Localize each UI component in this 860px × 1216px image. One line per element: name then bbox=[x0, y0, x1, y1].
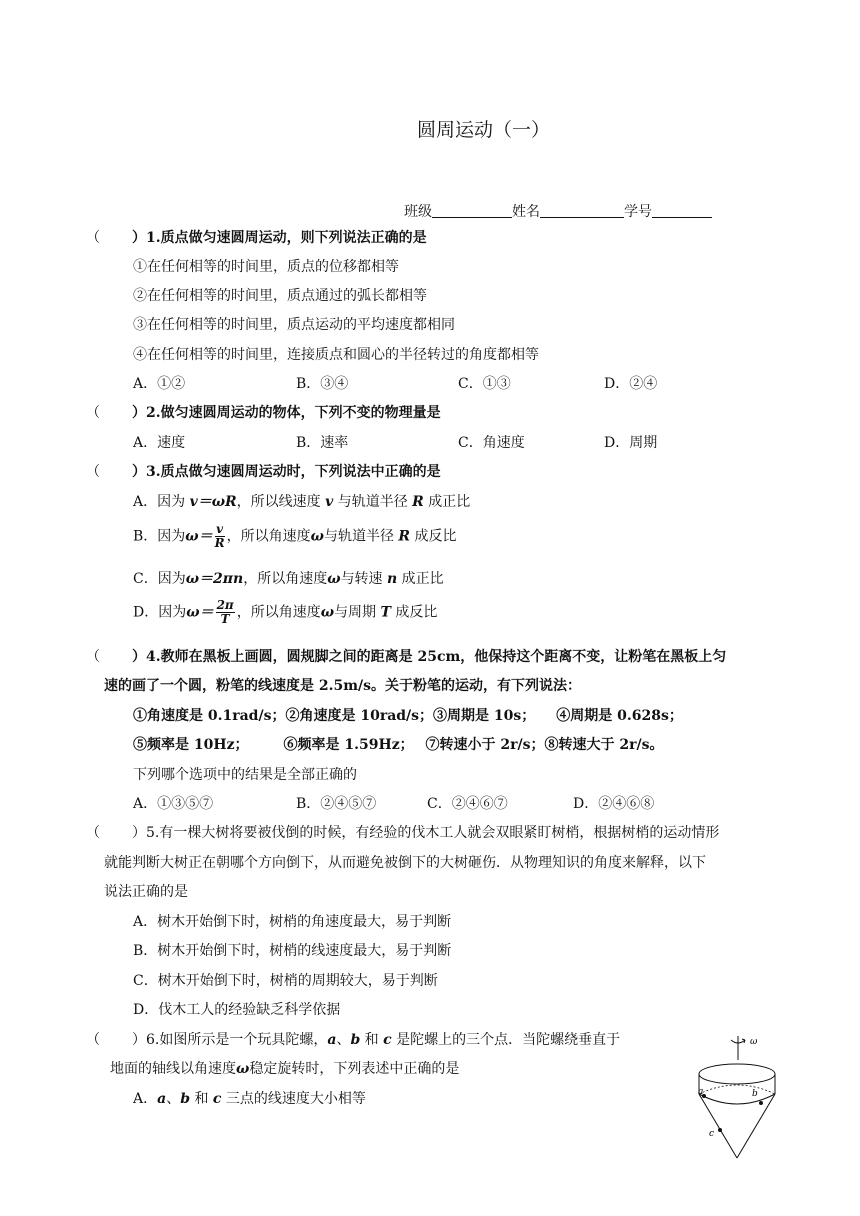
omega-label: ω bbox=[750, 1037, 758, 1047]
q6-stem-line-2: 地面的轴线以角速度ω稳定旋转时，下列表述中正确的是 bbox=[110, 1061, 460, 1077]
cylinder-bottom-hidden-arc bbox=[699, 1085, 775, 1094]
q2-option-a: A．速度 bbox=[133, 435, 186, 451]
number-label: 学号 bbox=[624, 204, 652, 220]
q5-stem-line-2: 就能判断大树正在朝哪个方向倒下，从而避免被倒下的大树砸伤．从物理知识的角度来解释，以下 bbox=[104, 855, 706, 871]
q3-option-d: D．因为ω＝ $\frac{2\pi}{T}$ ，所以角速度ω与周期 T 成反比 bbox=[133, 598, 438, 626]
q5-stem-line-1: （ ）5.有一棵大树将要被伐倒的时候，有经验的伐木工人就会双眼紧盯树梢，根据树梢的运动情形 bbox=[86, 825, 720, 841]
point-c-label: c bbox=[709, 1129, 715, 1139]
q1-option-b: B．③④ bbox=[296, 376, 349, 392]
fraction-v-over-R: $\frac{v}{R}$ bbox=[214, 522, 225, 550]
cylinder-bottom-arc bbox=[699, 1094, 775, 1104]
point-c bbox=[718, 1128, 722, 1132]
q1-statement-1: ①在任何相等的时间里，质点的位移都相等 bbox=[133, 259, 399, 275]
spinning-top-figure bbox=[690, 1022, 790, 1162]
q4-ask: 下列哪个选项中的结果是全部正确的 bbox=[133, 767, 357, 783]
page-title: 圆周运动（一） bbox=[417, 119, 551, 141]
q5-option-a: A．树木开始倒下时，树梢的角速度最大，易于判断 bbox=[133, 914, 452, 930]
point-a-label: a bbox=[698, 1087, 704, 1097]
cylinder-top-ellipse bbox=[699, 1064, 775, 1084]
point-b bbox=[759, 1101, 763, 1105]
q1-option-c: C．①③ bbox=[458, 376, 511, 392]
q5-option-c: C．树木开始倒下时，树梢的周期较大，易于判断 bbox=[133, 973, 438, 989]
q4-stem-line-2: 速的画了一个圆，粉笔的线速度是 2.5m/s。关于粉笔的运动，有下列说法： bbox=[104, 678, 582, 694]
q1-option-a: A．①② bbox=[133, 376, 186, 392]
q1-statement-2: ②在任何相等的时间里，质点通过的弧长都相等 bbox=[133, 288, 427, 304]
q1-statement-4: ④在任何相等的时间里，连接质点和圆心的半径转过的角度都相等 bbox=[133, 347, 539, 363]
number-blank bbox=[652, 203, 712, 218]
q3-option-b: B．因为ω＝ $\frac{v}{R}$ ，所以角速度ω与轨道半径 R 成反比 bbox=[133, 522, 457, 550]
q2-option-d: D．周期 bbox=[604, 435, 658, 451]
q4-option-c: C．②④⑥⑦ bbox=[427, 796, 508, 812]
q2-option-c: C．角速度 bbox=[458, 435, 525, 451]
q4-option-a: A．①③⑤⑦ bbox=[133, 796, 214, 812]
q6-option-a: A．a、b 和 c 三点的线速度大小相等 bbox=[133, 1091, 366, 1107]
name-blank bbox=[540, 203, 624, 218]
class-blank bbox=[432, 203, 512, 218]
q5-stem-line-3: 说法正确的是 bbox=[104, 884, 188, 900]
class-label: 班级 bbox=[404, 204, 432, 220]
q2-stem: （ ）2.做匀速圆周运动的物体，下列不变的物理量是 bbox=[86, 405, 441, 421]
q1-option-d: D．②④ bbox=[604, 376, 658, 392]
q1-stem: （ ）1.质点做匀速圆周运动，则下列说法正确的是 bbox=[86, 230, 427, 246]
q3-stem: （ ）3.质点做匀速圆周运动时，下列说法中正确的是 bbox=[86, 464, 441, 480]
name-label: 姓名 bbox=[512, 204, 540, 220]
q2-option-b: B．速率 bbox=[296, 435, 349, 451]
q4-statements-2: ⑤频率是 10Hz； ⑥频率是 1.59Hz； ⑦转速小于 2r/s；⑧转速大于 2r/s。 bbox=[133, 737, 664, 753]
point-b-label: b bbox=[752, 1089, 758, 1099]
q4-option-b: B．②④⑤⑦ bbox=[296, 796, 377, 812]
q4-stem-line-1: （ ）4.教师在黑板上画圆，圆规脚之间的距离是 25cm，他保持这个距离不变，让粉笔在黑板上匀 bbox=[86, 649, 727, 665]
student-info bbox=[404, 201, 712, 221]
fraction-2pi-over-T: $\frac{2\pi}{T}$ bbox=[216, 598, 234, 626]
q3-option-c: C．因为ω＝2πn，所以角速度ω与转速 n 成正比 bbox=[133, 571, 444, 587]
q6-stem-line-1: （ ）6.如图所示是一个玩具陀螺，a、b 和 c 是陀螺上的三个点．当陀螺绕垂直于 bbox=[86, 1032, 621, 1048]
q4-option-d: D．②④⑥⑧ bbox=[573, 796, 655, 812]
q3-option-a: A．因为 v＝ωR，所以线速度 v 与轨道半径 R 成正比 bbox=[133, 494, 471, 510]
q5-option-d: D．伐木工人的经验缺乏科学依据 bbox=[133, 1002, 341, 1018]
q4-statements-1: ①角速度是 0.1rad/s；②角速度是 10rad/s；③周期是 10s； ④周期是 0.628s； bbox=[133, 708, 683, 724]
q5-option-b: B．树木开始倒下时，树梢的线速度最大，易于判断 bbox=[133, 943, 452, 959]
q1-statement-3: ③在任何相等的时间里，质点运动的平均速度都相同 bbox=[133, 317, 455, 333]
